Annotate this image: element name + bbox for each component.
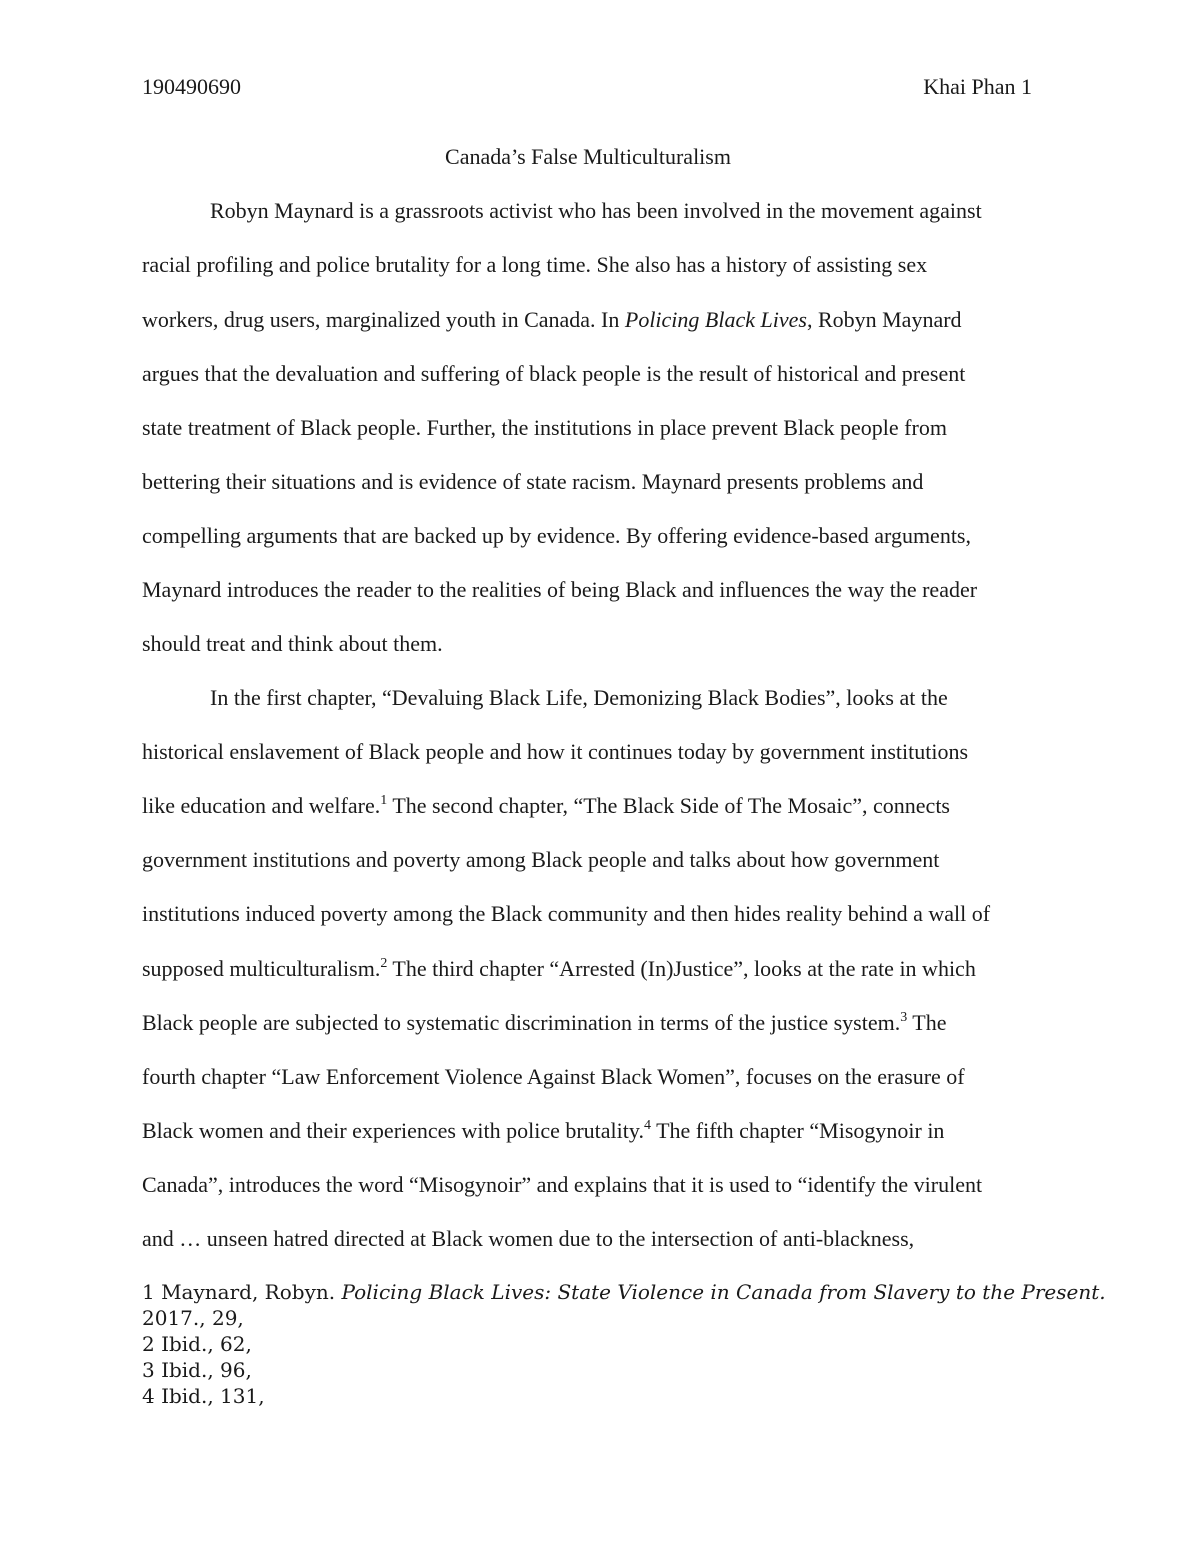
paragraph-1-line: compelling arguments that are backed up by evidence. By offering evidence-based arguments, <box>142 523 971 548</box>
footnote-4: 4 Ibid., 131, <box>142 1384 265 1408</box>
paragraph-1-line: Maynard introduces the reader to the realities of being Black and influences the way the reader <box>142 577 978 602</box>
footnote-1 <box>142 1280 1106 1304</box>
text-run: supposed multiculturalism. <box>142 956 381 981</box>
header-author-page: Khai Phan 1 <box>923 74 1032 99</box>
footnote-ref-4[interactable]: 4 <box>643 1118 651 1133</box>
paragraph-2-line: fourth chapter “Law Enforcement Violence Against Black Women”, focuses on the erasure of <box>142 1064 965 1089</box>
paragraph-1-line: bettering their situations and is evidence of state racism. Maynard presents problems and <box>142 469 924 494</box>
paragraph-1-line: should treat and think about them. <box>142 631 443 656</box>
footnote-ref-2[interactable]: 2 <box>380 956 388 971</box>
paragraph-2-line: institutions induced poverty among the Black community and then hides reality behind a wall of <box>142 901 991 926</box>
footnote-3: 3 Ibid., 96, <box>142 1358 252 1382</box>
footnote-ref-3[interactable]: 3 <box>900 1010 908 1025</box>
paragraph-1-line: Robyn Maynard is a grassroots activist who has been involved in the movement against <box>210 198 982 223</box>
text-run: The second chapter, “The Black Side of The Mosaic”, connects <box>387 793 950 818</box>
paragraph-2-line <box>142 1008 947 1038</box>
text-run: workers, drug users, marginalized youth in Canada. In <box>142 307 625 332</box>
footnote-text: 1 Maynard, Robyn. <box>142 1280 342 1304</box>
header-student-id: 190490690 <box>142 74 241 99</box>
text-run: , Robyn Maynard <box>806 307 962 332</box>
paragraph-2-line: and … unseen hatred directed at Black women due to the intersection of anti-blackness, <box>142 1226 915 1251</box>
text-run: Black women and their experiences with police brutality. <box>142 1118 644 1143</box>
text-run: The <box>907 1010 947 1035</box>
paragraph-2-line: government institutions and poverty among Black people and talks about how government <box>142 847 940 872</box>
footnote-2: 2 Ibid., 62, <box>142 1332 252 1356</box>
text-run: Black people are subjected to systematic discrimination in terms of the justice system. <box>142 1010 901 1035</box>
paragraph-2-line <box>142 954 976 984</box>
paragraph-1-line: argues that the devaluation and suffering of black people is the result of historical and present <box>142 361 966 386</box>
text-run: The third chapter “Arrested (In)Justice”, looks at the rate in which <box>387 956 976 981</box>
paragraph-1-line: racial profiling and police brutality for a long time. She also has a history of assisting sex <box>142 252 928 277</box>
book-title: Policing Black Lives <box>624 307 807 332</box>
footnote-ref-1[interactable]: 1 <box>380 793 388 808</box>
footnote-1-continued: 2017., 29, <box>142 1306 244 1330</box>
text-run: like education and welfare. <box>142 793 381 818</box>
paragraph-2-line: In the first chapter, “Devaluing Black Life, Demonizing Black Bodies”, looks at the <box>210 685 948 710</box>
paragraph-2-line <box>142 791 950 821</box>
paragraph-2-line: Canada”, introduces the word “Misogynoir” and explains that it is used to “identify the virulent <box>142 1172 983 1197</box>
paragraph-1-line: state treatment of Black people. Further, the institutions in place prevent Black people from <box>142 415 947 440</box>
paragraph-2-line: historical enslavement of Black people and how it continues today by government institutions <box>142 739 969 764</box>
document-title: Canada’s False Multiculturalism <box>445 144 731 169</box>
paragraph-2-line <box>142 1116 944 1146</box>
paragraph-1-line <box>142 305 962 335</box>
text-run: The fifth chapter “Misogynoir in <box>650 1118 945 1143</box>
footnote-book-title: Policing Black Lives: State Violence in Canada from Slavery to the Present. <box>341 1280 1106 1304</box>
